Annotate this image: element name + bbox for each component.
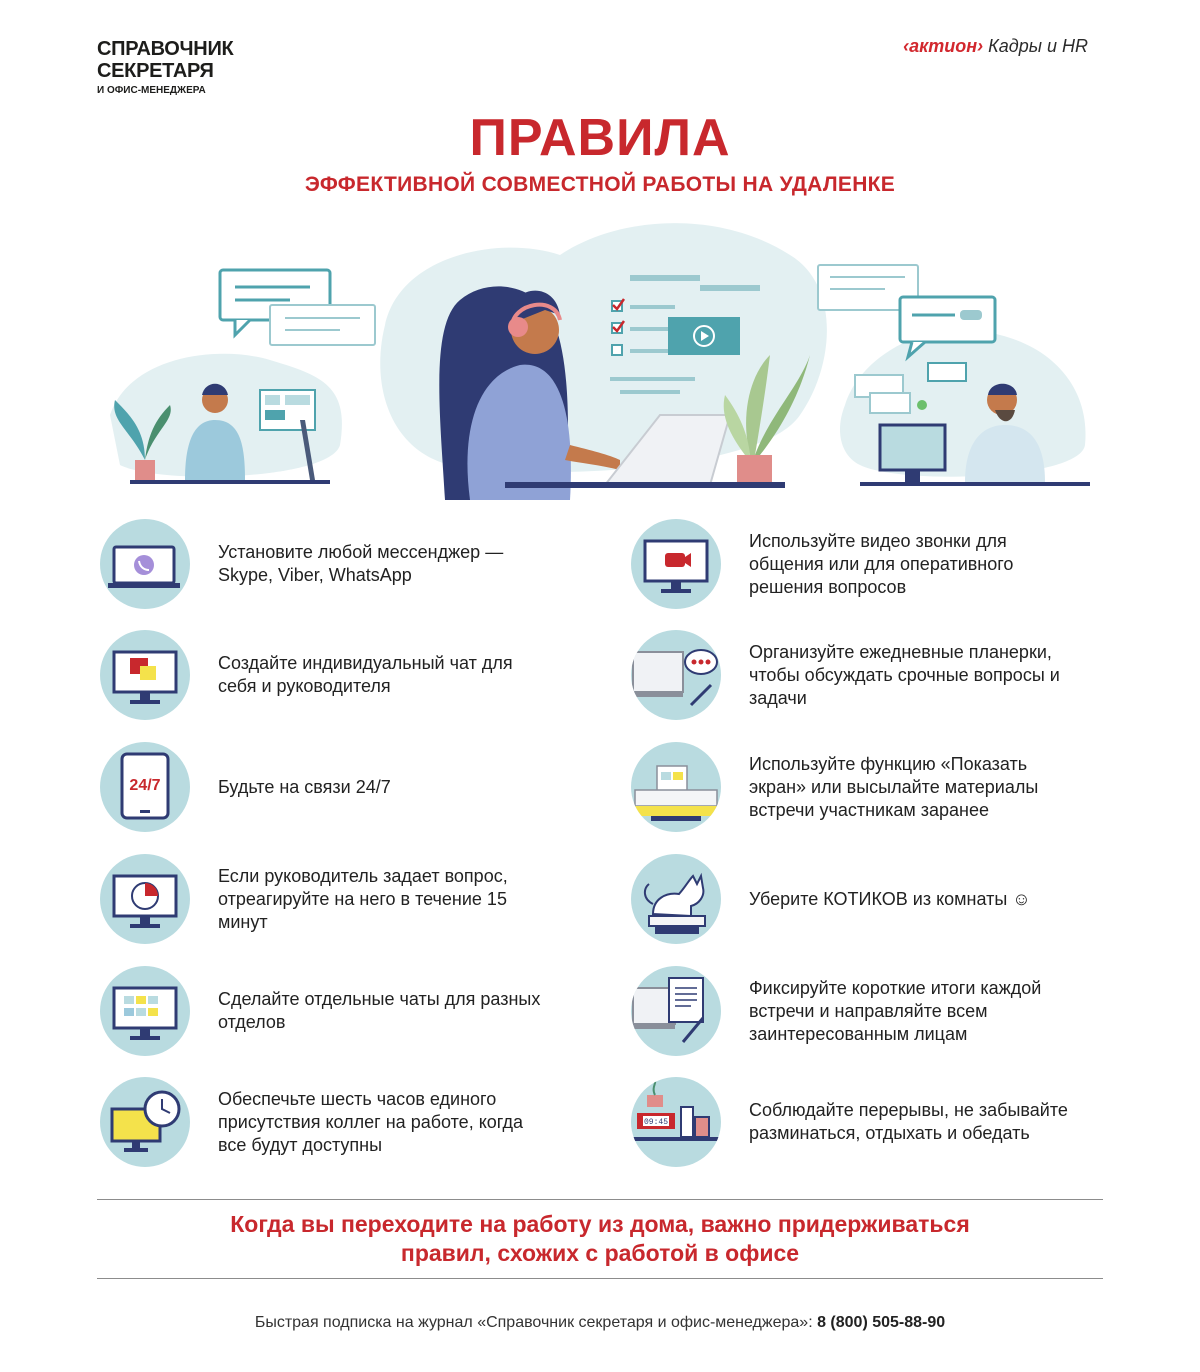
rule-cats — [631, 854, 1079, 944]
monitor-chats-icon — [100, 966, 190, 1056]
rule-text: Будьте на связи 24/7 — [218, 776, 391, 797]
closing-line-1: Когда вы переходите на работу из дома, важно придерживаться — [230, 1211, 970, 1237]
rule-six-hours — [100, 1077, 548, 1167]
rule-text: Если руководитель задает вопрос, отреагируйте на него в течение 15 минут — [218, 865, 508, 932]
rule-share-screen — [631, 742, 1079, 832]
monitor-clock-icon — [100, 1077, 190, 1167]
rule-text: Организуйте ежедневные планерки, чтобы обсуждать срочные вопросы и задачи — [749, 641, 1060, 708]
publisher-logo — [903, 36, 1088, 57]
monitor-timer-icon — [100, 854, 190, 944]
logo-line-1: СПРАВОЧНИК — [97, 38, 234, 60]
closing-message — [0, 1210, 1200, 1268]
publisher-product: Кадры и HR — [988, 36, 1088, 56]
rule-meeting-summaries — [631, 966, 1079, 1056]
subscription-footer — [0, 1314, 1200, 1332]
rule-breaks — [631, 1077, 1079, 1167]
magazine-logo — [97, 38, 233, 98]
rule-individual-chat — [100, 630, 548, 720]
desk-clock-icon — [631, 1077, 721, 1167]
remote-work-illustration — [100, 215, 1100, 500]
rule-text: Уберите КОТИКОВ из комнаты ☺ — [749, 888, 1031, 909]
rule-24-7 — [100, 742, 548, 832]
rule-text: Фиксируйте короткие итоги каждой встречи и направляйте всем заинтересованным лицам — [749, 977, 1042, 1044]
monitor-video-icon — [631, 519, 721, 609]
rule-messenger — [100, 519, 548, 609]
closing-line-2: правил, схожих с работой в офисе — [400, 1240, 800, 1266]
desk-clock-label: 09:45 — [643, 1118, 669, 1127]
divider-top — [97, 1199, 1103, 1200]
printer-icon — [631, 742, 721, 832]
rule-text: Используйте функцию «Показать экран» или высылайте материалы встречи участникам заранее — [749, 753, 1039, 820]
rule-text: Используйте видео звонки для общения или для оперативного решения вопросов — [749, 530, 1014, 597]
rule-15-minutes — [100, 854, 548, 944]
rule-text: Соблюдайте перерывы, не забывайте разминаться, отдыхать и обедать — [749, 1100, 1068, 1143]
rule-video-calls — [631, 519, 1079, 609]
monitor-document-icon — [631, 966, 721, 1056]
publisher-brand: ‹актион› — [903, 36, 984, 56]
logo-line-2: СЕКРЕТАРЯ — [97, 60, 214, 82]
rule-daily-meetings — [631, 630, 1079, 720]
rule-text: Создайте индивидуальный чат для себя и руководителя — [218, 653, 513, 696]
tablet-24-7-icon — [100, 742, 190, 832]
tablet-label: 24/7 — [129, 777, 161, 794]
monitor-chat-icon — [100, 630, 190, 720]
rule-department-chats — [100, 966, 548, 1056]
laptop-viber-icon — [100, 519, 190, 609]
cat-icon — [631, 854, 721, 944]
divider-bottom — [97, 1278, 1103, 1279]
footer-phone[interactable]: 8 (800) 505-88-90 — [817, 1314, 946, 1331]
monitor-message-icon — [631, 630, 721, 720]
logo-line-3: И ОФИС-МЕНЕДЖЕРА — [97, 85, 206, 96]
rule-text: Установите любой мессенджер — Skype, Viber, WhatsApp — [218, 542, 504, 585]
page-title: ПРАВИЛА — [469, 109, 731, 167]
rule-text: Сделайте отдельные чаты для разных отделов — [218, 989, 541, 1032]
page-subtitle: ЭФФЕКТИВНОЙ СОВМЕСТНОЙ РАБОТЫ НА УДАЛЕНКЕ — [304, 173, 896, 196]
footer-text: Быстрая подписка на журнал «Справочник секретаря и офис-менеджера»: — [254, 1314, 818, 1331]
rule-text: Обеспечьте шесть часов единого присутствия коллег на работе, когда все будут доступны — [218, 1088, 524, 1155]
